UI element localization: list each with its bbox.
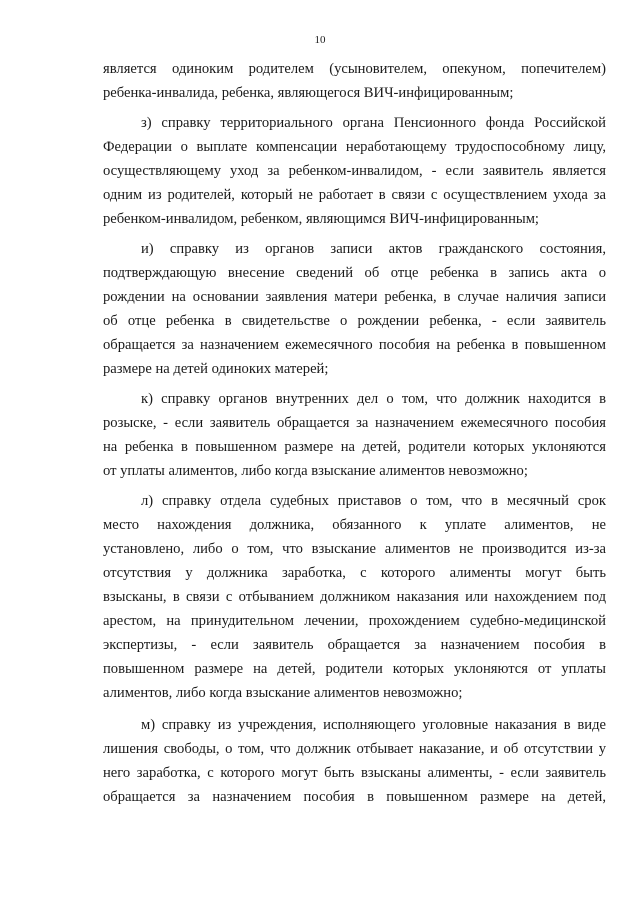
paragraph-i-line-3: рождении на основании заявления матери ребенка, в случае наличия записи <box>103 289 606 305</box>
paragraph-l-line-8: повышенном размере на детей, родители которых уклоняются от уплаты <box>103 661 606 677</box>
paragraph-l-line-6: арестом, на принудительном лечении, прохождением судебно-медицинской <box>103 613 606 629</box>
paragraph-i-line-2: подтверждающую внесение сведений об отце ребенка в запись акта о <box>103 265 606 281</box>
paragraph-l-line-7: экспертизы, - если заявитель обращается за назначением пособия в <box>103 637 606 653</box>
paragraph-l-line-3: установлено, либо о том, что взыскание алиментов не производится из-за <box>103 541 606 557</box>
paragraph-z-line-3: осуществляющему уход за ребенком-инвалидом, - если заявитель является <box>103 163 606 179</box>
paragraph-m-line-3: него заработка, с которого могут быть взысканы алименты, - если заявитель <box>103 765 606 781</box>
paragraph-z-line-1: з) справку территориального органа Пенсионного фонда Российской <box>141 115 606 131</box>
paragraph-l-line-2: место нахождения должника, обязанного к уплате алиментов, не <box>103 517 606 533</box>
paragraph-l-line-4: отсутствия у должника заработка, с которого алименты могут быть <box>103 565 606 581</box>
paragraph-l-line-9: алиментов, либо когда взыскание алиментов невозможно; <box>103 685 463 701</box>
paragraph-l-line-5: взысканы, в связи с отбыванием должником наказания или нахождением под <box>103 589 606 605</box>
paragraph-m-line-4: обращается за назначением пособия в повышенном размере на детей, <box>103 789 606 805</box>
paragraph-k-line-1: к) справку органов внутренних дел о том, что должник находится в <box>141 391 606 407</box>
paragraph-m-line-2: лишения свободы, о том, что должник отбывает наказание, и об отсутствии у <box>103 741 606 757</box>
paragraph-cont-line-2: ребенка-инвалида, ребенка, являющегося ВИЧ-инфицированным; <box>103 85 514 101</box>
paragraph-z-line-2: Федерации о выплате компенсации неработающему трудоспособному лицу, <box>103 139 606 155</box>
paragraph-i-line-1: и) справку из органов записи актов гражданского состояния, <box>141 241 606 257</box>
page-number: 10 <box>314 34 326 46</box>
paragraph-k-line-3: на ребенка в повышенном размере на детей, родители которых уклоняются <box>103 439 606 455</box>
paragraph-z-line-5: ребенком-инвалидом, ребенком, являющимся ВИЧ-инфицированным; <box>103 211 539 227</box>
paragraph-z-line-4: одним из родителей, который не работает в связи с осуществлением ухода за <box>103 187 606 203</box>
paragraph-cont-line-1: является одиноким родителем (усыновителем, опекуном, попечителем) <box>103 61 606 77</box>
paragraph-k-line-2: розыске, - если заявитель обращается за назначением ежемесячного пособия <box>103 415 606 431</box>
paragraph-i-line-4: об отце ребенка в свидетельстве о рождении ребенка, - если заявитель <box>103 313 606 329</box>
paragraph-i-line-5: обращается за назначением ежемесячного пособия на ребенка в повышенном <box>103 337 606 353</box>
paragraph-l-line-1: л) справку отдела судебных приставов о том, что в месячный срок <box>141 493 606 509</box>
paragraph-i-line-6: размере на детей одиноких матерей; <box>103 361 329 377</box>
paragraph-m-line-1: м) справку из учреждения, исполняющего уголовные наказания в виде <box>141 717 606 733</box>
paragraph-k-line-4: от уплаты алиментов, либо когда взыскание алиментов невозможно; <box>103 463 528 479</box>
